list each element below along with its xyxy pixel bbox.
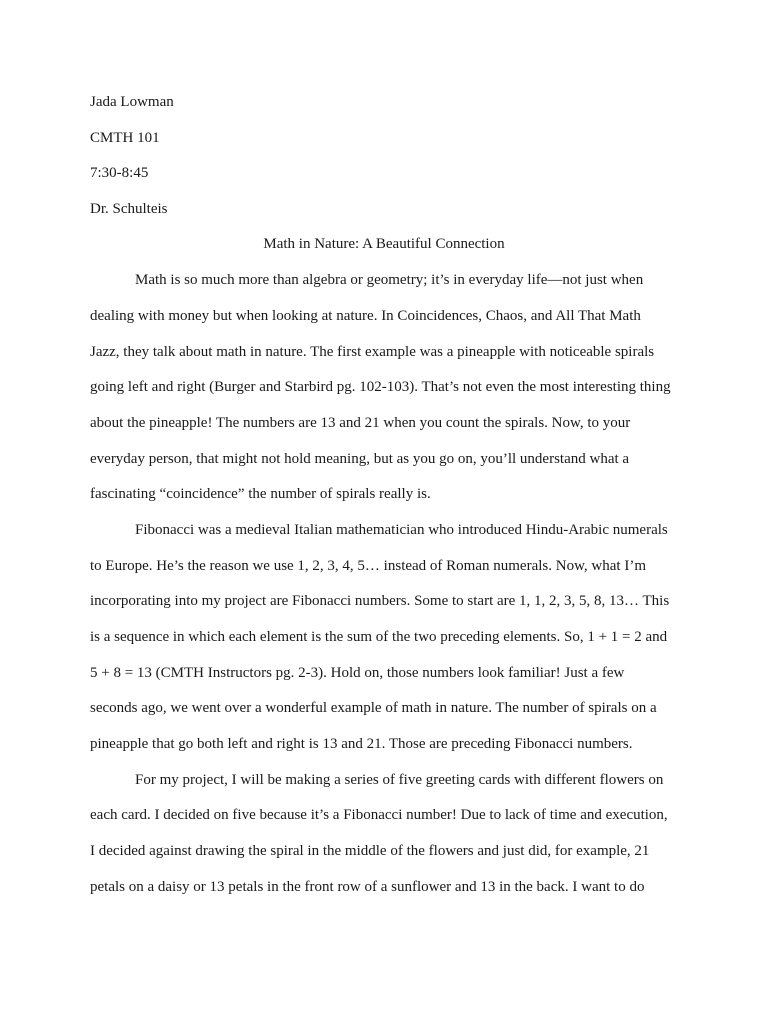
paragraph-1-line-2: dealing with money but when looking at nature. In Coincidences, Chaos, and All That Math xyxy=(90,308,641,324)
paragraph-3-line-4: petals on a daisy or 13 petals in the front row of a sunflower and 13 in the back. I want to do xyxy=(90,879,645,895)
paragraph-2-line-7: pineapple that go both left and right is 13 and 21. Those are preceding Fibonacci numbers. xyxy=(90,736,633,752)
paragraph-2-line-1: Fibonacci was a medieval Italian mathematician who introduced Hindu-Arabic numerals xyxy=(135,522,668,538)
paragraph-3-line-1: For my project, I will be making a series of five greeting cards with different flowers on xyxy=(135,772,664,788)
paragraph-1-line-7: fascinating “coincidence” the number of spirals really is. xyxy=(90,486,431,502)
paragraph-3-line-2: each card. I decided on five because it’s a Fibonacci number! Due to lack of time and execution, xyxy=(90,807,668,823)
class-time: 7:30-8:45 xyxy=(90,165,149,181)
paragraph-1-line-5: about the pineapple! The numbers are 13 and 21 when you count the spirals. Now, to your xyxy=(90,415,631,431)
paragraph-2-line-2: to Europe. He’s the reason we use 1, 2, 3, 4, 5… instead of Roman numerals. Now, what I’m xyxy=(90,558,646,574)
paragraph-2-line-3: incorporating into my project are Fibonacci numbers. Some to start are 1, 1, 2, 3, 5, 8, 13… This xyxy=(90,593,670,609)
paragraph-1-line-4: going left and right (Burger and Starbird pg. 102-103). That’s not even the most interesting thing xyxy=(90,379,671,395)
document-title: Math in Nature: A Beautiful Connection xyxy=(263,236,505,252)
paragraph-1-line-6: everyday person, that might not hold meaning, but as you go on, you’ll understand what a xyxy=(90,451,630,467)
author-name: Jada Lowman xyxy=(90,94,174,110)
paragraph-1-line-3: Jazz, they talk about math in nature. The first example was a pineapple with noticeable spirals xyxy=(90,344,655,360)
paragraph-3-line-3: I decided against drawing the spiral in the middle of the flowers and just did, for example, 21 xyxy=(90,843,650,859)
paragraph-2-line-6: seconds ago, we went over a wonderful example of math in nature. The number of spirals on a xyxy=(90,700,657,716)
paragraph-2-line-4: is a sequence in which each element is the sum of the two preceding elements. So, 1 + 1 = 2 and xyxy=(90,629,668,645)
instructor-name: Dr. Schulteis xyxy=(90,201,168,217)
course-code: CMTH 101 xyxy=(90,130,160,146)
paragraph-1-line-1: Math is so much more than algebra or geometry; it’s in everyday life—not just when xyxy=(135,272,644,288)
paragraph-2-line-5: 5 + 8 = 13 (CMTH Instructors pg. 2-3). Hold on, those numbers look familiar! Just a few xyxy=(90,665,625,681)
